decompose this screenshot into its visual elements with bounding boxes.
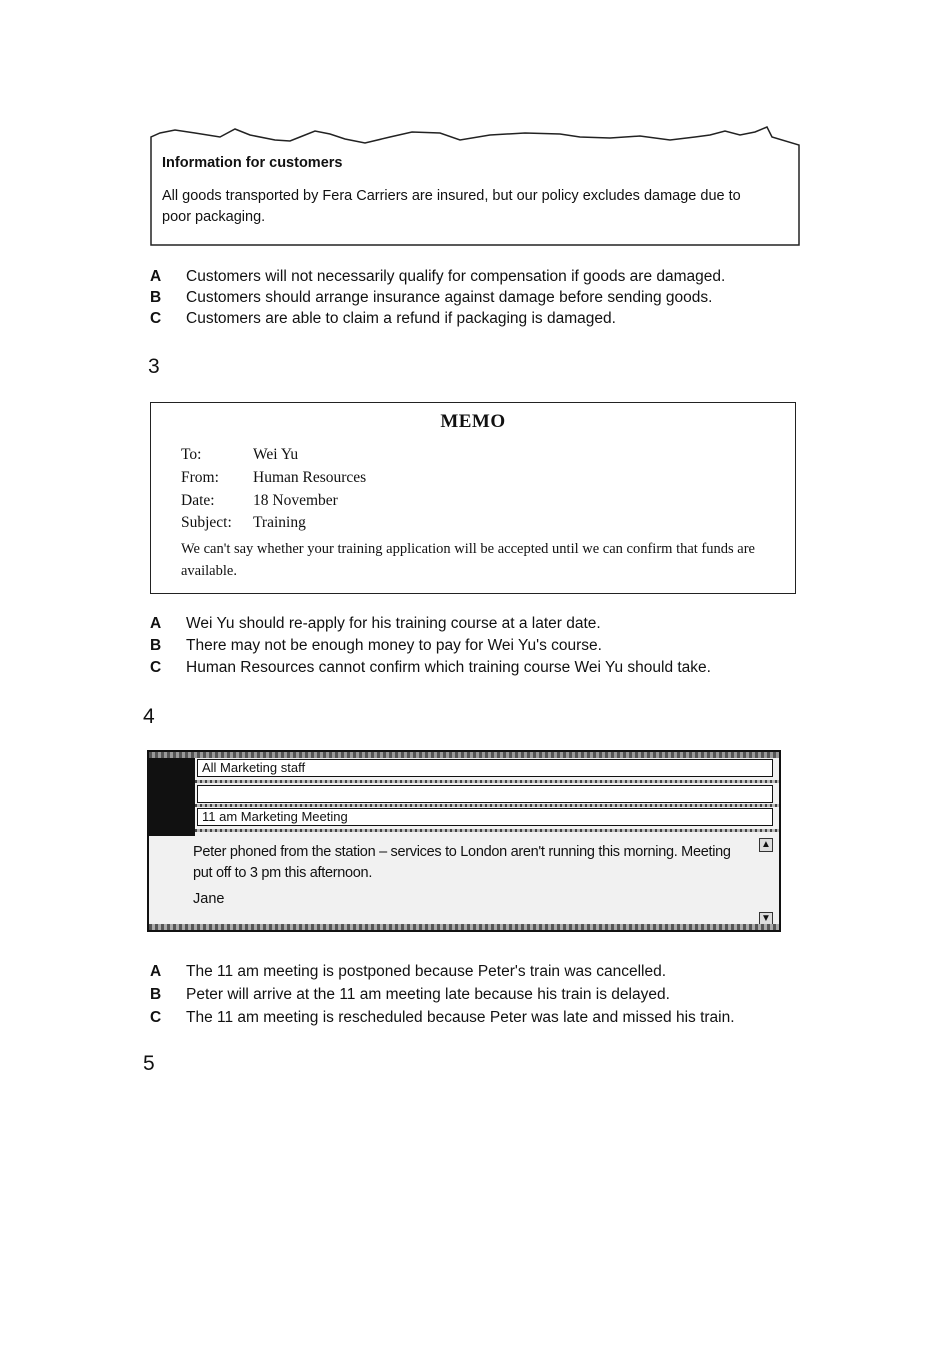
option-letter: B xyxy=(150,637,162,654)
memo-body: We can't say whether your training application will be accepted until we can confirm that funds are available. xyxy=(181,541,755,579)
option-text: There may not be enough money to pay for Wei Yu's course. xyxy=(186,637,602,654)
memo xyxy=(150,402,796,594)
option-text: Wei Yu should re-apply for his training course at a later date. xyxy=(186,615,601,632)
question-number-4: 4 xyxy=(143,705,155,728)
email-header-panel xyxy=(149,758,195,836)
q2-options xyxy=(150,268,850,338)
email-body[interactable]: Peter phoned from the station – services to London aren't running this morning. Meeting put off to 3 pm this afternoon. xyxy=(193,844,731,881)
option-letter: A xyxy=(150,615,162,632)
option-letter: A xyxy=(150,268,162,285)
option-text: Peter will arrive at the 11 am meeting late because his train is delayed. xyxy=(186,986,670,1003)
memo-to-label: To: xyxy=(181,446,202,463)
option-letter: C xyxy=(150,310,162,327)
header-divider xyxy=(195,804,779,807)
email-cc-field[interactable] xyxy=(197,785,773,803)
option-text: Human Resources cannot confirm which training course Wei Yu should take. xyxy=(186,659,711,676)
option-text: Customers will not necessarily qualify for compensation if goods are damaged. xyxy=(186,268,726,285)
header-divider xyxy=(195,829,779,832)
option-text: Customers are able to claim a refund if packaging is damaged. xyxy=(186,310,616,327)
email-to-field[interactable]: All Marketing staff xyxy=(197,759,773,777)
option-letter: B xyxy=(150,289,162,306)
email-signature: Jane xyxy=(193,891,225,907)
scroll-down-arrow-icon[interactable]: ▼ xyxy=(759,912,773,926)
q4-options xyxy=(150,963,850,1035)
email-subject-field[interactable]: 11 am Marketing Meeting xyxy=(197,808,773,826)
memo-subject-value: Training xyxy=(253,514,306,531)
memo-date-value: 18 November xyxy=(253,492,338,509)
header-divider xyxy=(195,780,779,783)
option-text: The 11 am meeting is postponed because Peter's train was cancelled. xyxy=(186,963,667,980)
memo-to-value: Wei Yu xyxy=(253,446,299,463)
memo-from-label: From: xyxy=(181,469,219,486)
notice-title: Information for customers xyxy=(162,155,343,171)
email-bottom-bar xyxy=(149,924,779,930)
email-title-bar xyxy=(149,752,779,758)
memo-subject-label: Subject: xyxy=(181,514,232,531)
option-letter: B xyxy=(150,986,162,1003)
notice-body: All goods transported by Fera Carriers are insured, but our policy excludes damage due to poor packaging. xyxy=(162,188,741,225)
customer-info-notice xyxy=(150,125,800,246)
q3-options xyxy=(150,615,850,685)
memo-title: MEMO xyxy=(440,411,506,432)
option-letter: C xyxy=(150,1009,162,1026)
scroll-up-arrow-icon[interactable]: ▲ xyxy=(759,838,773,852)
option-letter: A xyxy=(150,963,162,980)
option-text: The 11 am meeting is rescheduled because Peter was late and missed his train. xyxy=(186,1009,735,1026)
memo-date-label: Date: xyxy=(181,492,215,509)
question-number-5: 5 xyxy=(143,1052,155,1075)
email-window xyxy=(147,750,781,932)
option-letter: C xyxy=(150,659,162,676)
memo-from-value: Human Resources xyxy=(253,469,367,486)
option-text: Customers should arrange insurance against damage before sending goods. xyxy=(186,289,713,306)
question-number-3: 3 xyxy=(148,355,160,378)
